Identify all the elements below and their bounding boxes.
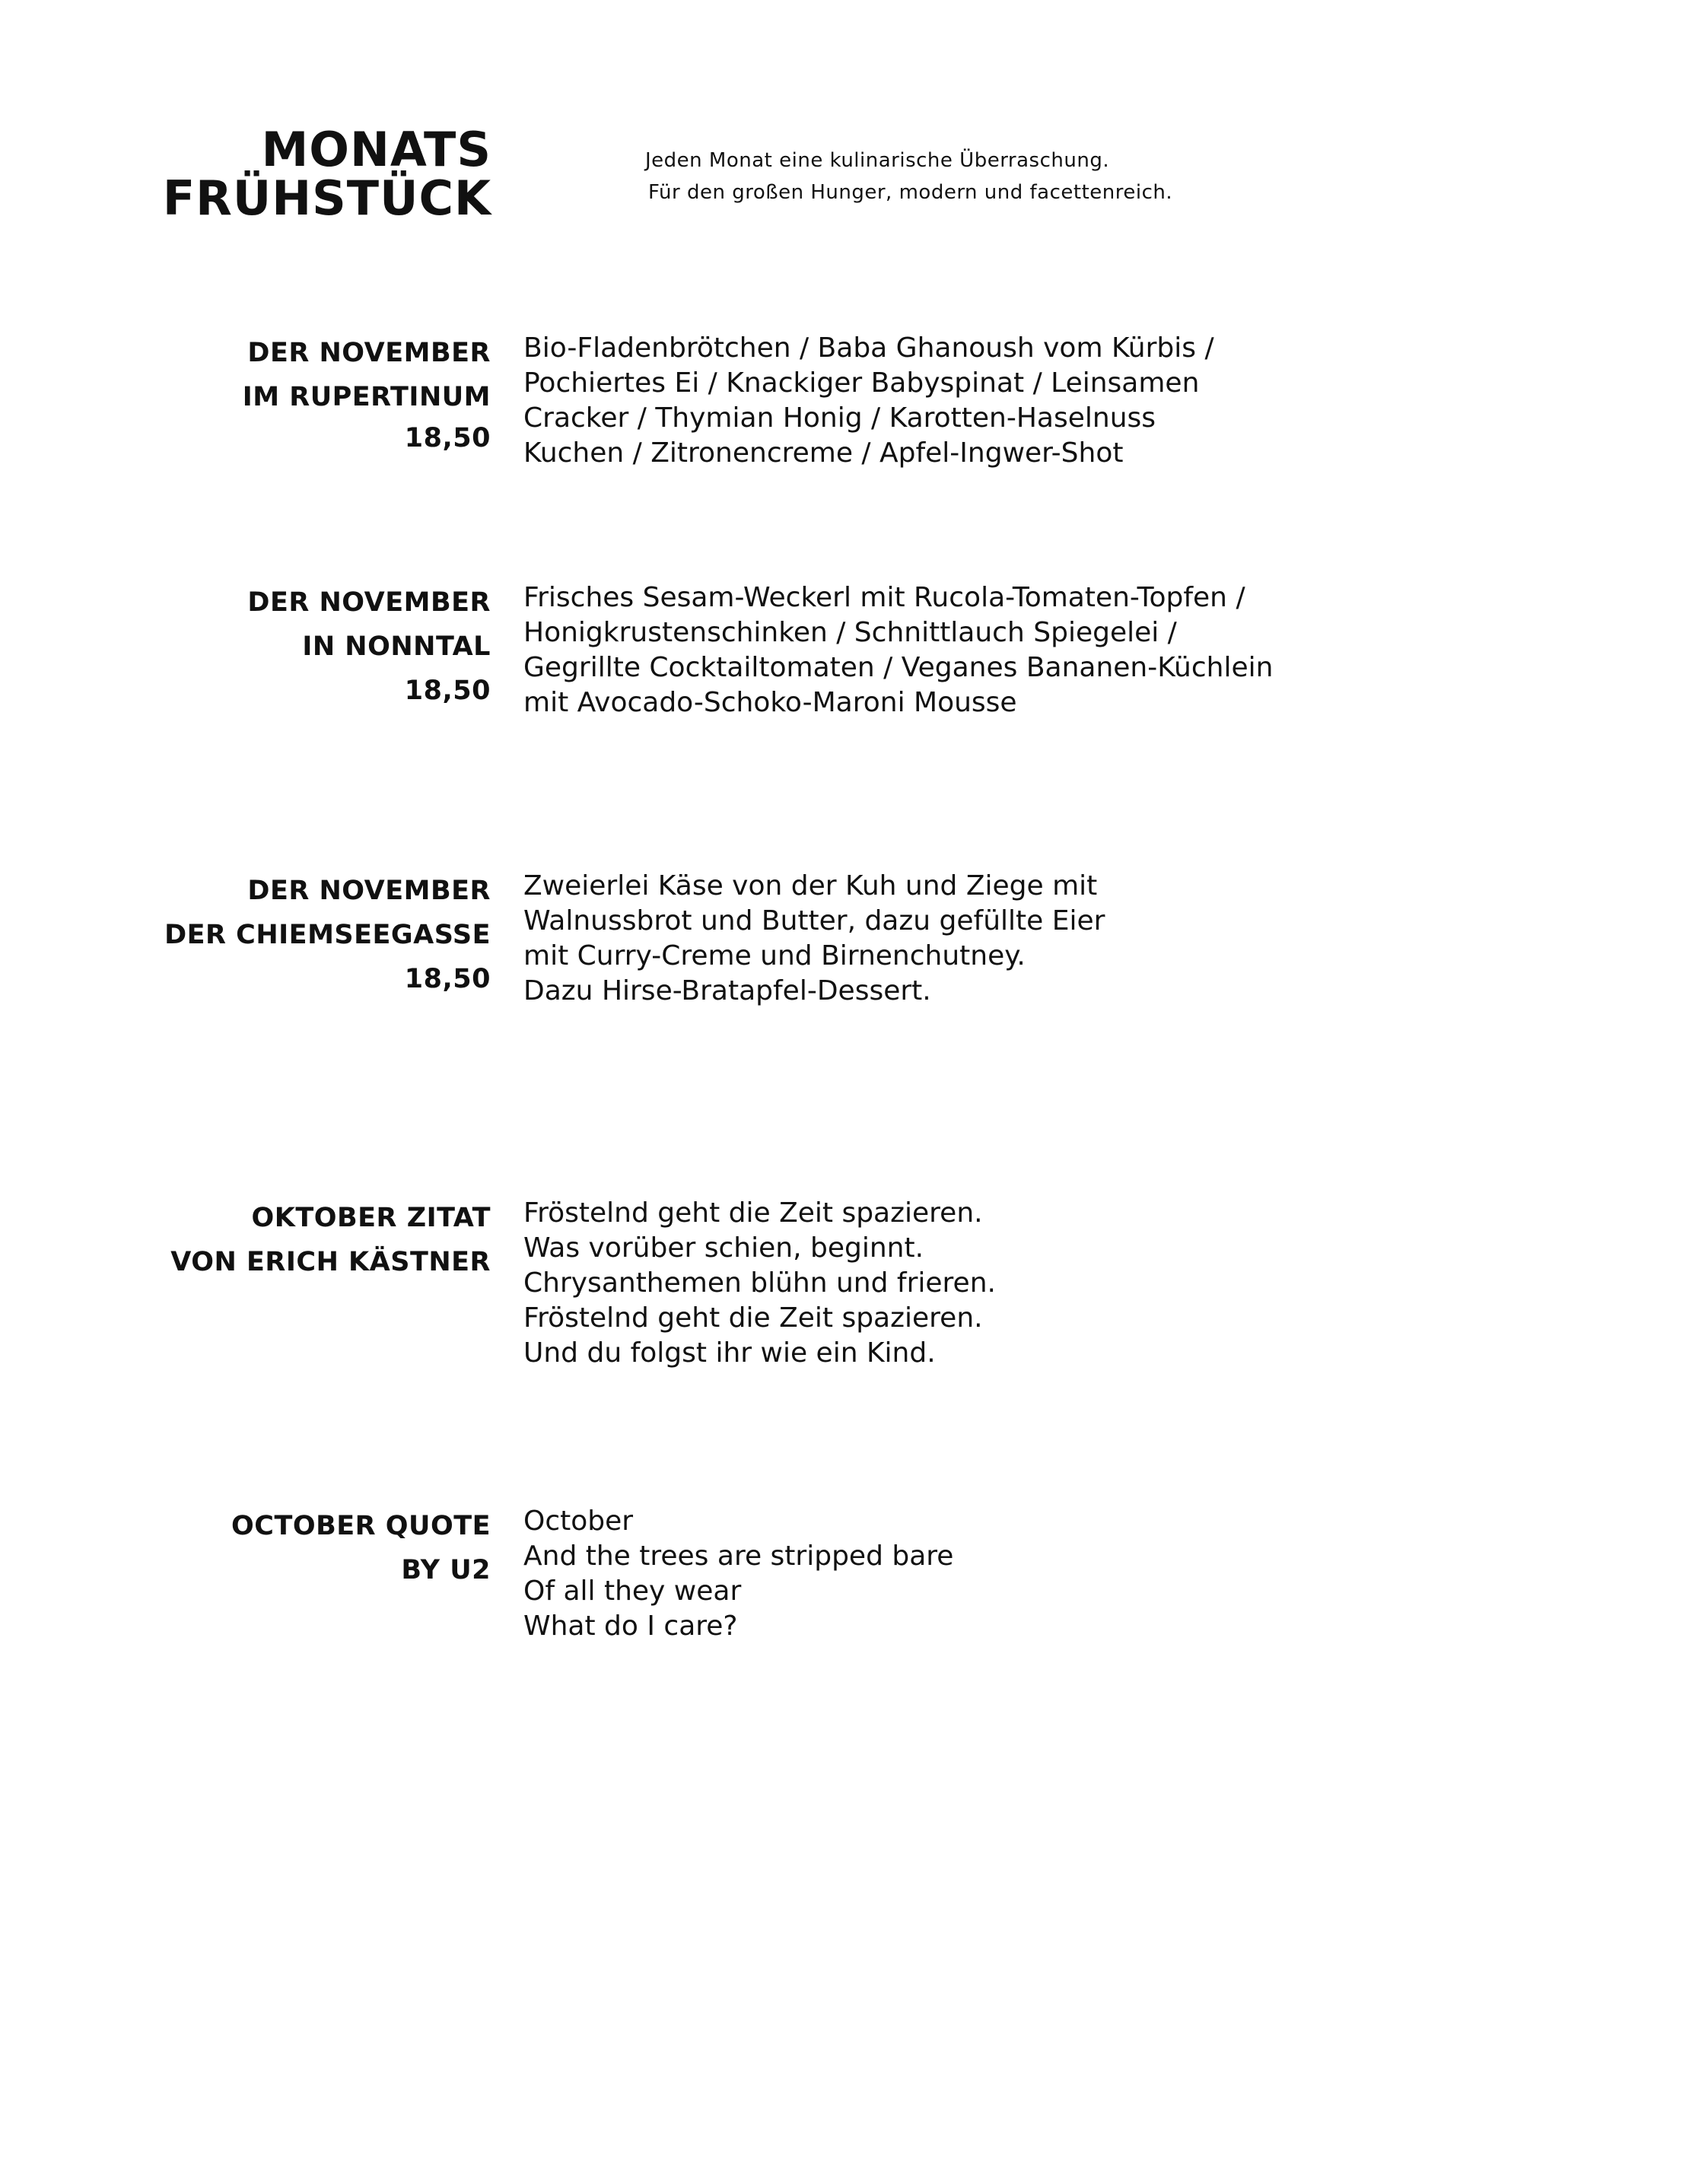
price: 18,50 [404, 964, 491, 994]
description-line: Bio-Fladenbrötchen / Baba Ghanoush vom Kürbis / [523, 332, 1214, 364]
intro-line-2: Für den großen Hunger, modern und facettenreich. [648, 181, 1173, 204]
section-heading [243, 331, 491, 457]
description-line: Zweierlei Käse von der Kuh und Ziege mit [523, 870, 1098, 901]
section-heading [170, 1196, 491, 1284]
page-title-line-1: MONATS [261, 122, 491, 177]
section-description [523, 331, 1214, 471]
quote-line: What do I care? [523, 1611, 738, 1642]
quote-line: And the trees are stripped bare [523, 1541, 954, 1572]
quote-line: Und du folgst ihr wie ein Kind. [523, 1337, 936, 1369]
quote-line: Chrysanthemen blühn und frieren. [523, 1267, 996, 1299]
description-line: Kuchen / Zitronencreme / Apfel-Ingwer-Shot [523, 437, 1124, 469]
section-heading-line-2: BY U2 [401, 1555, 491, 1585]
section-heading-line-2: IM RUPERTINUM [242, 382, 491, 412]
page-title-line-2: FRÜHSTÜCK [162, 170, 491, 226]
section-heading [247, 580, 491, 713]
price: 18,50 [404, 423, 491, 453]
section-heading [231, 1504, 491, 1592]
description-line: Honigkrustenschinken / Schnittlauch Spiegelei / [523, 617, 1177, 648]
quote-line: Fröstelnd geht die Zeit spazieren. [523, 1197, 983, 1229]
page-title [162, 122, 491, 226]
section-heading-line-2: IN NONNTAL [302, 631, 491, 662]
section-heading-line-2: VON ERICH KÄSTNER [170, 1247, 491, 1277]
description-line: mit Avocado-Schoko-Maroni Mousse [523, 687, 1017, 718]
quote-line: October [523, 1506, 634, 1537]
section-heading-line-2: DER CHIEMSEEGASSE [164, 920, 491, 950]
description-line: mit Curry-Creme und Birnenchutney. [523, 940, 1026, 971]
intro-line-1: Jeden Monat eine kulinarische Überraschung. [645, 149, 1110, 172]
section-heading-line-1: DER NOVEMBER [247, 876, 491, 906]
description-line: Frisches Sesam-Weckerl mit Rucola-Tomaten-Topfen / [523, 582, 1245, 613]
section-heading [164, 869, 491, 1001]
section-heading-line-1: DER NOVEMBER [247, 587, 491, 618]
section-heading-line-1: DER NOVEMBER [247, 338, 491, 368]
description-line: Gegrillte Cocktailtomaten / Veganes Bananen-Küchlein [523, 652, 1274, 683]
quote-text [523, 1504, 953, 1644]
quote-line: Was vorüber schien, beginnt. [523, 1232, 924, 1264]
description-line: Cracker / Thymian Honig / Karotten-Haselnuss [523, 402, 1156, 434]
price: 18,50 [404, 676, 491, 706]
section-description [523, 580, 1273, 720]
description-line: Dazu Hirse-Bratapfel-Dessert. [523, 975, 931, 1006]
section-heading-line-1: OKTOBER ZITAT [251, 1203, 491, 1233]
section-heading-line-1: OCTOBER QUOTE [231, 1511, 491, 1541]
quote-text [523, 1196, 996, 1371]
quote-line: Of all they wear [523, 1576, 742, 1607]
quote-line: Fröstelnd geht die Zeit spazieren. [523, 1302, 983, 1334]
intro-text [645, 145, 1172, 208]
description-line: Pochiertes Ei / Knackiger Babyspinat / Leinsamen [523, 367, 1200, 399]
description-line: Walnussbrot und Butter, dazu gefüllte Eier [523, 905, 1105, 936]
section-description [523, 869, 1105, 1009]
